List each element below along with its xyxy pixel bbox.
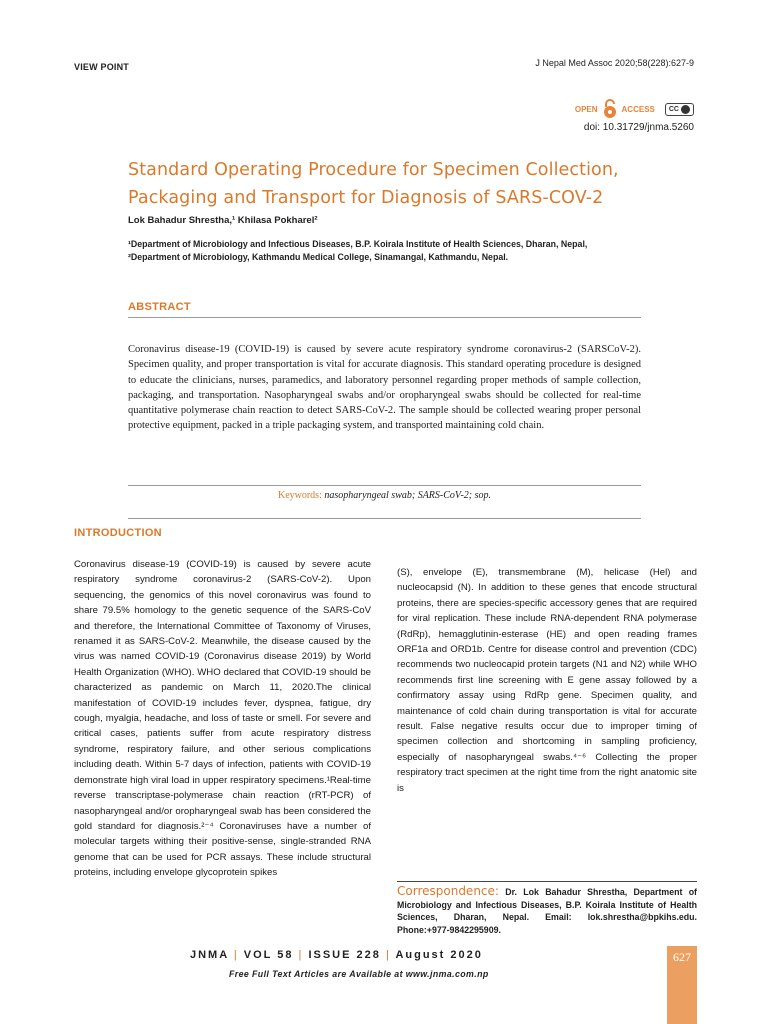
open-lock-icon — [602, 98, 618, 120]
correspondence-rule — [397, 881, 697, 882]
author-list: Lok Bahadur Shrestha,¹ Khilasa Pokharel² — [128, 215, 318, 226]
section-label: VIEW POINT — [74, 62, 130, 72]
footer-separator: | — [233, 949, 239, 961]
introduction-heading: INTRODUCTION — [74, 527, 162, 539]
keywords-rule-top — [128, 485, 641, 486]
keywords-value: nasopharyngeal swab; SARS-CoV-2; sop. — [324, 490, 492, 501]
footer-separator: | — [385, 949, 391, 961]
footer-date: August 2020 — [395, 949, 483, 961]
keywords-rule-bottom — [128, 518, 641, 519]
keywords-line — [128, 490, 641, 501]
page-number-tab — [667, 946, 697, 1024]
footer-issue: ISSUE 228 — [308, 949, 381, 961]
abstract-text: Coronavirus disease-19 (COVID-19) is caused by severe acute respiratory syndrome coronavirus-2 (SARSCoV-2). Specimen quality, and proper transportation is vital for accurate diagnosis. This standard operating procedure is designed to educate the clinicians, nurses, paramedics, and laboratory personnel regarding proper methods of sample collection, packaging, and transportation. Nasopharyngeal swabs and/or oropharyngeal swabs should be collected for real-time quantitative polymerase chain reaction to detect SARS-CoV-2. The sample should be collected wearing proper personal protective equipment, packed in a triple packaging system, and transported maintaining cold chain. — [128, 344, 641, 432]
open-access-badge — [575, 98, 694, 120]
intro-left-column: Coronavirus disease-19 (COVID-19) is caused by severe acute respiratory syndrome coronavirus-2 (SARS-CoV-2). Upon sequencing, the genomics of this novel coronavirus was found to share 79.5% homology to the genetic sequence of the SARS-CoV and therefore, the International Committee of Taxonomy of Viruses, renamed it as SARS-CoV-2. Meanwhile, the disease caused by the virus was named COVID-19 (Coronavirus disease 2019) by World Health Organization (WHO). WHO declared that COVID-19 should be characterized as pandemic on March 11, 2020.The clinical manifestation of COVID-19 includes fever, dyspnea, fatigue, dry cough, myalgia, headache, and loss of taste or smell. For severe and critical cases, patients suffer from acute respiratory distress syndrome, respiratory failure, and other serious complications including death. Within 5-7 days of infection, patients with COVID-19 demonstrate high viral load in upper respiratory specimens.¹Real-time reverse transcriptase-polymerase chain reaction (rRT-PCR) of nasopharyngeal and/or oropharyngeal swab has been considered the gold standard for diagnosis.²⁻⁴ Coronaviruses have a number of molecular targets withing their positive-sense, single-stranded RNA genome that can be used for PCR assays. These include structural proteins, including envelope glycoprotein spikes — [74, 559, 371, 879]
footer-separator: | — [298, 949, 304, 961]
cc-license-icon[interactable] — [665, 103, 694, 116]
abstract-rule-top — [128, 317, 641, 318]
article-title: Standard Operating Procedure for Specimen Collection, Packaging and Transport for Diagnosis of SARS-COV-2 — [128, 160, 619, 208]
access-label: ACCESS — [621, 104, 655, 114]
keywords-label: Keywords: — [277, 490, 322, 501]
correspondence-text: Dr. Lok Bahadur Shrestha, Department of Microbiology and Infectious Diseases, B.P. Koirala Institute of Health Sciences, Dharan, Nepal. Email: lok.shrestha@bpkihs.edu. Phone:+977-9842295909. — [397, 887, 697, 935]
abstract-heading: ABSTRACT — [128, 301, 191, 313]
doi-link[interactable]: doi: 10.31729/jnma.5260 — [583, 122, 694, 133]
footer-journal: JNMA — [190, 949, 229, 961]
footer-volume: VOL 58 — [243, 949, 294, 961]
journal-citation: J Nepal Med Assoc 2020;58(228):627-9 — [535, 58, 694, 68]
affiliation-1: ¹Department of Microbiology and Infectious Diseases, B.P. Koirala Institute of Health Sciences, Dharan, Nepal, — [128, 239, 588, 249]
free-articles-note: Free Full Text Articles are Available at www.jnma.com.np — [229, 969, 489, 979]
journal-footer — [190, 949, 483, 961]
correspondence-block — [397, 885, 697, 936]
by-icon — [681, 105, 690, 114]
intro-right-column: (S), envelope (E), transmembrane (M), helicase (Hel) and nucleocapsid (N). In addition to these genes that encode structural proteins, there are species-specific accessory genes that are required for viral replication. These include RNA-dependent RNA polymerase (RdRp), hemagglutinin-esterase (HE) and open reading frames ORF1a and ORD1b. Centre for disease control and prevention (CDC) recommends two nucleocapid protein targets (N1 and N2) while WHO recommends first line screening with E gene assay followed by a confirmatory assay using RdRp gene. Specimen quality, and maintenance of cold chain during transportation is vital for accurate result. False negative results occur due to improper timing of specimen collection and shortcoming in sampling proficiency, especially of nasopharyngeal swabs.⁴⁻⁶ Collecting the proper respiratory tract specimen at the right time from the right anatomic site is — [397, 567, 697, 794]
correspondence-label: Correspondence: — [397, 884, 499, 898]
affiliation-2: ²Department of Microbiology, Kathmandu Medical College, Sinamangal, Kathmandu, Nepal. — [128, 252, 509, 262]
cc-label: CC — [668, 105, 679, 113]
open-label: OPEN — [574, 104, 598, 114]
page-number: 627 — [673, 950, 691, 964]
